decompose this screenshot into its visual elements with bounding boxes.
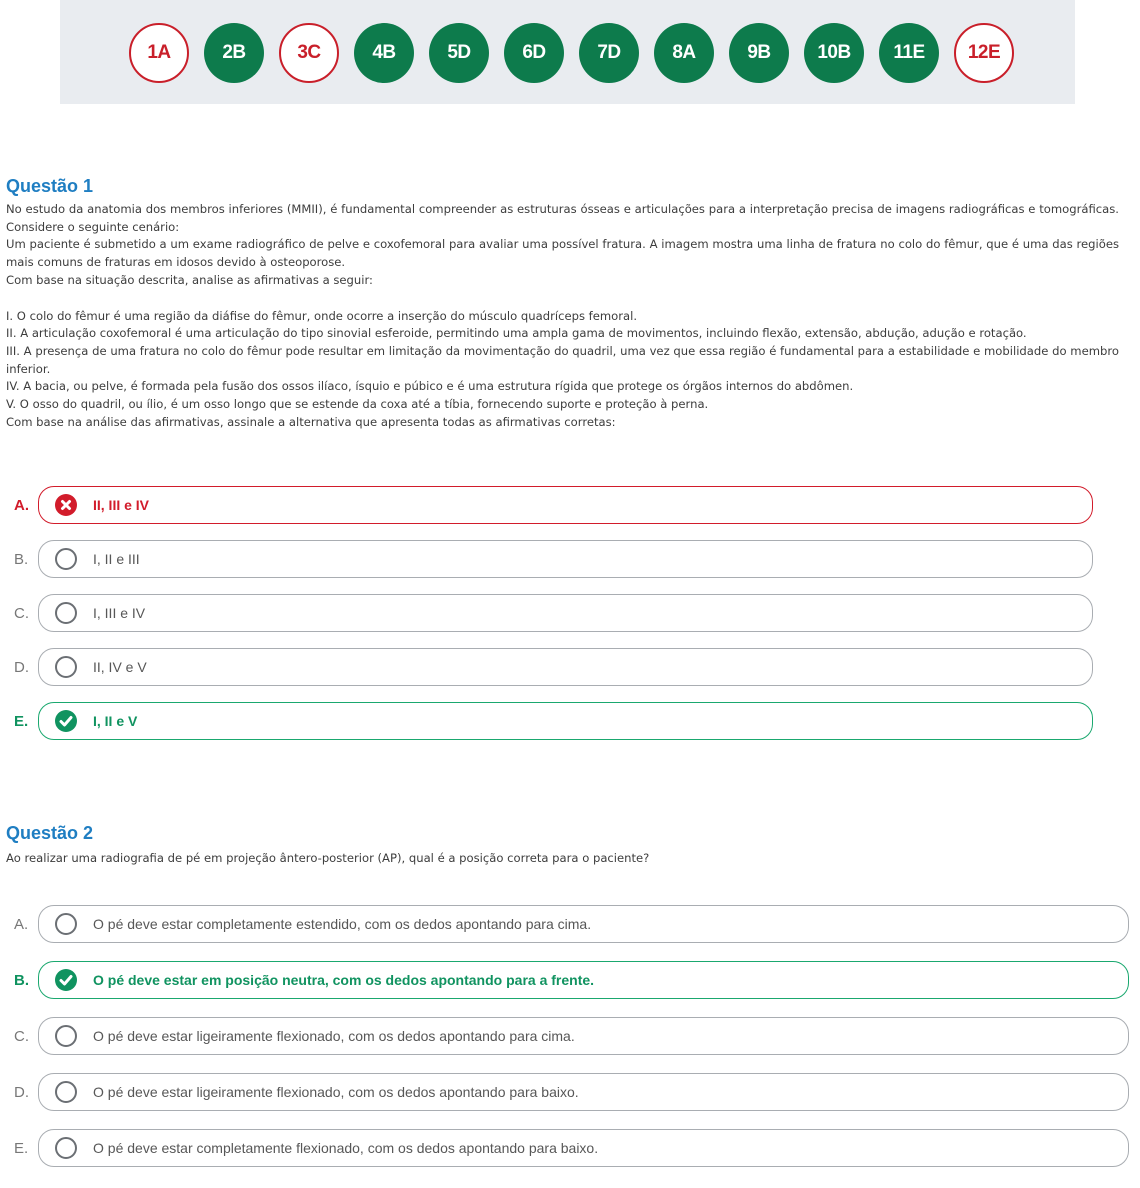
radio-circle-icon[interactable] <box>55 1137 77 1159</box>
option-button[interactable] <box>38 1073 1129 1111</box>
check-circle-icon <box>55 969 77 991</box>
x-circle-icon <box>55 494 77 516</box>
answer-option <box>14 1017 1129 1055</box>
option-button[interactable] <box>38 594 1093 632</box>
option-button[interactable] <box>38 540 1093 578</box>
option-text: I, II e V <box>93 713 138 729</box>
option-text: I, II e III <box>93 551 140 567</box>
answer-option <box>14 702 1093 740</box>
question-title: Questão 1 <box>6 176 94 196</box>
option-button[interactable] <box>38 486 1093 524</box>
nav-question-11-button[interactable]: 11E <box>879 23 939 83</box>
nav-question-5-button[interactable]: 5D <box>429 23 489 83</box>
question-statement <box>6 201 1119 431</box>
option-text: O pé deve estar ligeiramente flexionado, com os dedos apontando para cima. <box>93 1028 575 1044</box>
option-letter: B. <box>14 550 29 568</box>
statement-paragraph: V. O osso do quadril, ou ílio, é um osso longo que se estende da coxa até a tíbia, fornecendo suporte e proteção à perna. <box>6 397 709 412</box>
option-text: II, III e IV <box>93 497 150 513</box>
nav-question-3-button[interactable]: 3C <box>279 23 339 83</box>
option-letter: A. <box>14 496 29 514</box>
statement-paragraph: I. O colo do fêmur é uma região da diáfise do fêmur, onde ocorre a inserção do músculo quadríceps femoral. <box>6 308 638 323</box>
statement-paragraph: III. A presença de uma fratura no colo do fêmur pode resultar em limitação da movimentação do quadril, uma vez que essa região é fundamental para a estabilidade e mobilidade do membro inferior. <box>6 343 1119 376</box>
answer-option <box>14 648 1093 686</box>
option-text: O pé deve estar em posição neutra, com os dedos apontando para a frente. <box>93 972 595 988</box>
statement-paragraph: Um paciente é submetido a um exame radiográfico de pelve e coxofemoral para avaliar uma possível fratura. A imagem mostra uma linha de fratura no colo do fêmur, que é uma das regiões mais comuns de fraturas em idosos devido à osteoporose. <box>6 237 1119 270</box>
answer-option <box>14 486 1093 524</box>
radio-circle-icon[interactable] <box>55 1081 77 1103</box>
statement-paragraph <box>6 290 1119 308</box>
statement-paragraph: IV. A bacia, ou pelve, é formada pela fusão dos ossos ilíaco, ísquio e púbico e é uma estrutura rígida que protege os órgãos internos do abdômen. <box>6 379 854 394</box>
option-letter: E. <box>14 1139 29 1157</box>
option-letter: A. <box>14 915 29 933</box>
option-button[interactable] <box>38 648 1093 686</box>
option-letter: D. <box>14 658 29 676</box>
option-text: O pé deve estar completamente estendido, com os dedos apontando para cima. <box>93 916 592 932</box>
question-navigator <box>60 0 1075 104</box>
answer-option <box>14 961 1129 999</box>
nav-question-7-button[interactable]: 7D <box>579 23 639 83</box>
radio-circle-icon[interactable] <box>55 656 77 678</box>
option-letter: C. <box>14 1027 29 1045</box>
option-button[interactable] <box>38 702 1093 740</box>
nav-question-1-button[interactable]: 1A <box>129 23 189 83</box>
option-letter: E. <box>14 712 29 730</box>
statement-paragraph: Ao realizar uma radiografia de pé em projeção ântero-posterior (AP), qual é a posição correta para o paciente? <box>6 851 650 865</box>
question-2-options <box>14 905 1129 1185</box>
answer-option <box>14 1129 1129 1167</box>
nav-question-4-button[interactable]: 4B <box>354 23 414 83</box>
check-circle-icon <box>55 710 77 732</box>
answer-option <box>14 594 1093 632</box>
option-text: I, III e IV <box>93 605 146 621</box>
option-text: O pé deve estar completamente flexionado, com os dedos apontando para baixo. <box>93 1140 599 1156</box>
option-text: O pé deve estar ligeiramente flexionado, com os dedos apontando para baixo. <box>93 1084 579 1100</box>
radio-circle-icon[interactable] <box>55 913 77 935</box>
option-letter: D. <box>14 1083 29 1101</box>
question-2 <box>6 823 1119 868</box>
question-statement <box>6 850 1119 868</box>
option-button[interactable] <box>38 1129 1129 1167</box>
radio-circle-icon[interactable] <box>55 548 77 570</box>
option-letter: B. <box>14 971 29 989</box>
statement-paragraph: Com base na situação descrita, analise as afirmativas a seguir: <box>6 272 373 287</box>
answer-option <box>14 905 1129 943</box>
statement-paragraph: Com base na análise das afirmativas, assinale a alternativa que apresenta todas as afirmativas corretas: <box>6 414 616 429</box>
statement-paragraph: No estudo da anatomia dos membros inferiores (MMII), é fundamental compreender as estruturas ósseas e articulações para a interpretação precisa de imagens radiográficas e tomográficas. Considere o seguinte cenário: <box>6 202 1119 234</box>
nav-question-12-button[interactable]: 12E <box>954 23 1014 83</box>
statement-paragraph: II. A articulação coxofemoral é uma articulação do tipo sinovial esferoide, permitindo uma ampla gama de movimentos, incluindo flexão, extensão, abdução, adução e rotação. <box>6 326 1027 341</box>
nav-question-8-button[interactable]: 8A <box>654 23 714 83</box>
question-navigator-list <box>129 23 1014 83</box>
option-letter: C. <box>14 604 29 622</box>
nav-question-9-button[interactable]: 9B <box>729 23 789 83</box>
nav-question-6-button[interactable]: 6D <box>504 23 564 83</box>
option-button[interactable] <box>38 961 1129 999</box>
option-button[interactable] <box>38 1017 1129 1055</box>
answer-option <box>14 1073 1129 1111</box>
question-title: Questão 2 <box>6 823 94 843</box>
radio-circle-icon[interactable] <box>55 1025 77 1047</box>
nav-question-2-button[interactable]: 2B <box>204 23 264 83</box>
option-text: II, IV e V <box>93 659 147 675</box>
radio-circle-icon[interactable] <box>55 602 77 624</box>
question-1 <box>6 176 1119 431</box>
answer-option <box>14 540 1093 578</box>
question-1-options <box>14 486 1093 756</box>
nav-question-10-button[interactable]: 10B <box>804 23 864 83</box>
option-button[interactable] <box>38 905 1129 943</box>
